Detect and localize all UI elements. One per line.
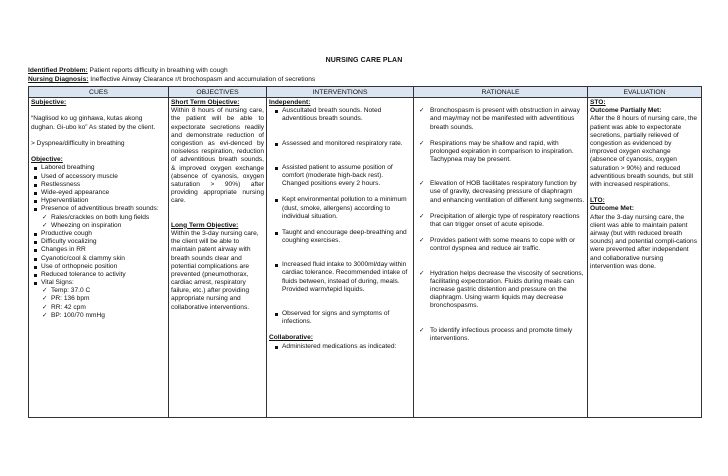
breath-sound-item: ✓ Wheezing on inspiration xyxy=(31,222,166,230)
rationale-item: ✓ Provides patient with some means to cope with or control dyspnea and reduce air traffic. xyxy=(416,237,585,253)
care-plan-table xyxy=(28,86,702,418)
rationale-item: ✓ Elevation of HOB facilitates respiratory function by use of gravity, decreasing pressure of diaphragm and enhancing ventilation of different lung segments. xyxy=(416,180,585,205)
nursing-diagnosis xyxy=(28,76,315,83)
sto-label: STO: xyxy=(590,99,606,106)
vital-sign-item: ✓ RR: 42 cpm xyxy=(31,304,166,312)
objective-item: Difficulty vocalizing xyxy=(31,238,166,246)
subjective-note: > Dyspnea/difficulty in breathing xyxy=(31,139,125,147)
collaborative-label: Collaborative: xyxy=(269,334,313,342)
objective-item: Productive cough xyxy=(31,230,166,238)
lto-label: LTO: xyxy=(590,197,605,205)
objective-item: Cyanotic/cool & clammy skin xyxy=(31,255,166,263)
interventions-cell xyxy=(267,98,414,418)
lto-text: After the 3-day nursing care, the client was able to maintain patent airway (but with reduced breath sounds) and potential compli-cations were prevented after independent and collaborative nursing intervention was done. xyxy=(590,213,698,270)
short-term-label: Short Term Objective: xyxy=(171,99,240,106)
content-row xyxy=(29,98,702,418)
intervention-item: Auscultated breath sounds. Noted adventitious breath sounds. xyxy=(269,107,411,123)
objectives-cell xyxy=(169,98,267,418)
sto-status: Outcome Partially Met: xyxy=(590,107,662,115)
vital-sign-item: ✓ BP: 100/70 mmHg xyxy=(31,312,166,320)
short-term-text: Within 8 hours of nursing care, the patient will be able to expectorate secretions readily and demonstrate reduction of congestion as evi-denced by noiseless respiration, reduction of adventitious breath sounds, & improved oxygen exchange (absence of cyanosis, oxygen saturation > 90%) after providing appropriate nursing care. xyxy=(171,107,264,205)
header-interventions: INTERVENTIONS xyxy=(267,87,414,98)
intervention-item: Assessed and monitored respiratory rate. xyxy=(269,140,411,148)
rationale-item: ✓ Precipitation of allergic type of respiratory reactions that can trigger onset of acute episode. xyxy=(416,213,585,229)
header-objectives: OBJECTIVES xyxy=(169,87,267,98)
independent-label: Independent: xyxy=(269,99,311,106)
breath-sound-item: ✓ Rales/crackles on both lung fields xyxy=(31,214,166,222)
rationale-item: ✓ To identify infectious process and promote timely interventions. xyxy=(416,327,585,343)
header-rationale: RATIONALE xyxy=(414,87,588,98)
intervention-item: Taught and encourage deep-breathing and coughing exercises. xyxy=(269,229,411,245)
collaborative-item: Administered medications as indicated: xyxy=(269,343,411,351)
header-evaluation: EVALUATION xyxy=(588,87,702,98)
identified-problem-label: Identified Problem: xyxy=(28,67,88,74)
cues-cell xyxy=(29,98,169,418)
long-term-label: Long Term Objective: xyxy=(171,221,239,229)
objective-label: Objective: xyxy=(31,156,63,164)
objective-item: Hyperventilation xyxy=(31,197,166,205)
identified-problem xyxy=(28,67,228,74)
evaluation-cell xyxy=(588,98,702,418)
intervention-item: Observed for signs and symptoms of infections. xyxy=(269,310,411,326)
intervention-item: Assisted patient to assume position of comfort (moderate high-back rest). Changed positions every 2 hours. xyxy=(269,164,411,189)
nursing-diagnosis-label: Nursing Diagnosis: xyxy=(28,76,89,83)
sto-text: After the 8 hours of nursing care, the patient was able to expectorate secretions, partially relieved of congestion as evidenced by improved oxygen exchange (absence of cyanosis, oxygen saturation > 90%) and reduced adventitious breath sounds, but still with increased respirations. xyxy=(590,115,698,188)
objective-item: Presence of adventitious breath sounds: xyxy=(31,205,166,213)
page-title: NURSING CARE PLAN xyxy=(325,57,403,64)
identified-problem-text: Patient reports difficulty in breathing with cough xyxy=(87,67,228,74)
objective-item: Restlessness xyxy=(31,181,166,189)
intervention-item: Increased fluid intake to 3000ml/day within cardiac tolerance. Recommended intake of fluids between, instead of during, meals. Provided warm/tepid liquids. xyxy=(269,261,411,294)
rationale-item: ✓ Respirations may be shallow and rapid, with prolonged expiration in comparison to inspiration. Tachypnea may be present. xyxy=(416,140,585,165)
rationale-item: ✓ Hydration helps decrease the viscosity of secretions, facilitating expectoration. Fluids during meals can increase gastric distention and pressure on the diaphragm. Using warm liquids may decrease bronchospasms. xyxy=(416,270,585,311)
header-cues: CUES xyxy=(29,87,169,98)
subjective-label: Subjective: xyxy=(31,99,67,106)
nursing-diagnosis-text: Ineffective Airway Clearance r/t brochospasm and accumulation of secretions xyxy=(88,76,316,83)
vital-sign-item: ✓ Temp: 37.0 C xyxy=(31,287,166,295)
objective-item: Wide-eyed appearance xyxy=(31,189,166,197)
objective-item: Reduced tolerance to activity xyxy=(31,271,166,279)
objective-item: Changes in RR xyxy=(31,246,166,254)
subjective-quote: “Naglisod ko ug ginhawa, kutas akong dughan. Gi-ubo ko” As stated by the client. xyxy=(31,115,156,131)
objective-item: Use of orthopneic position xyxy=(31,263,166,271)
rationale-item: ✓ Bronchospasm is present with obstruction in airway and may/may not be manifested with adventitious breath sounds. xyxy=(416,107,585,132)
intervention-item: Kept environmental pollution to a minimum (dust, smoke, allergens) according to individual situation. xyxy=(269,196,411,221)
header-row xyxy=(29,87,702,98)
rationale-cell xyxy=(414,98,588,418)
objective-item: Labored breathing xyxy=(31,164,166,172)
long-term-text: Within the 3-day nursing care, the client will be able to maintain patent airway with breath sounds clear and potential complications are prevented (pneumothorax, cardiac arrest, respiratory failure, etc.) after providing appropriate nursing and collaborative interventions. xyxy=(171,229,259,311)
objective-item: Used of accessory muscle xyxy=(31,173,166,181)
objective-item: Vital Signs: xyxy=(31,279,166,287)
vital-sign-item: ✓ PR: 136 bpm xyxy=(31,295,166,303)
lto-status: Outcome Met: xyxy=(590,205,634,213)
